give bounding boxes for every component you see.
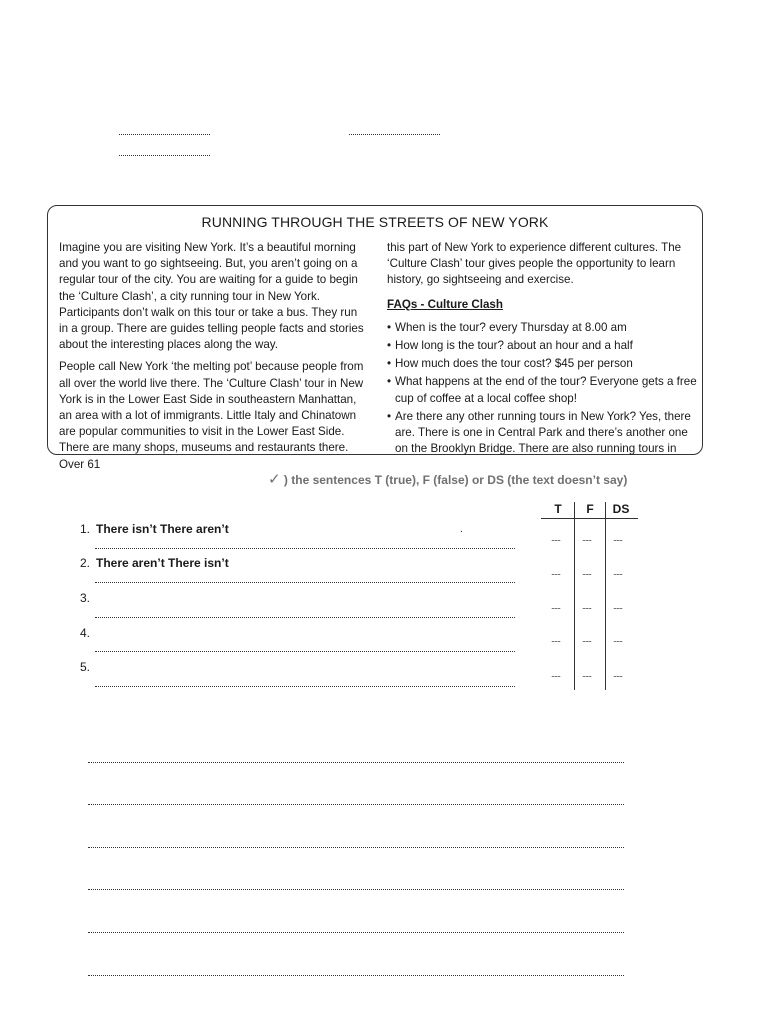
faq-item: • When is the tour? every Thursday at 8.00 am	[387, 320, 699, 336]
answer-line-3[interactable]	[95, 617, 515, 618]
answer-cell-4-t[interactable]: ......	[551, 634, 561, 644]
class-blank-line[interactable]	[349, 134, 440, 135]
faq-item: • What happens at the end of the tour? Everyone gets a free cup of coffee at a local coffee shop!	[387, 374, 699, 406]
question-text-1: There isn’t There aren’t	[96, 522, 229, 536]
answer-cell-4-ds[interactable]: ......	[613, 634, 623, 644]
passage-left-column	[59, 240, 364, 479]
answer-cell-5-ds[interactable]: ......	[613, 669, 623, 679]
answer-cell-2-t[interactable]: ......	[551, 567, 561, 577]
writing-line[interactable]	[88, 804, 624, 805]
question-number-1: 1.	[80, 522, 91, 536]
date-blank-line[interactable]	[119, 155, 210, 156]
question-text-2: There aren’t There isn’t	[96, 556, 229, 570]
faq-heading: FAQs - Culture Clash	[387, 297, 503, 311]
writing-line[interactable]	[88, 975, 624, 976]
reading-passage-box	[47, 205, 703, 471]
passage-paragraph-3: this part of New York to experience different cultures. The ‘Culture Clash’ tour gives people the opportunity to learn history, go sightseeing and exercise.	[387, 241, 682, 287]
answer-cell-5-t[interactable]: ......	[551, 669, 561, 679]
faq-item: • Are there any other running tours in New York? Yes, there are. There is one in Central Park and there’s another one on the Brooklyn Bridge. There are also running tours in	[387, 409, 699, 458]
passage-paragraph-2: People call New York ‘the melting pot’ because people from all over the world live there. The ‘Culture Clash’ tour in New York is in the Lower East Side in southeastern Manhattan, an area with a lot of immigrants. Little Italy and Chinatown are popular communities to visit in the Lower East Side. There are many shops, museums and restaurants there. Over 61	[59, 360, 364, 471]
writing-line[interactable]	[88, 762, 624, 763]
answer-cell-1-f[interactable]: ......	[582, 533, 592, 543]
question-number-5: 5.	[80, 660, 91, 674]
column-header-ds: DS	[612, 502, 630, 516]
exercise-instruction	[268, 470, 627, 488]
faq-list	[387, 320, 699, 458]
writing-line[interactable]	[88, 847, 624, 848]
passage-paragraph-1: Imagine you are visiting New York. It’s a beautiful morning and you want to go sightseeing. But, you aren’t going on a regular tour of the city. You are waiting for a guide to begin the ‘Culture Clash’, a city running tour in New York. Participants don’t walk on this tour or take a bus. They run in a group. There are guides telling people facts and stories about the interesting places along the way.	[59, 241, 364, 352]
column-header-t: T	[554, 502, 562, 516]
answer-cell-1-ds[interactable]: ......	[613, 533, 623, 543]
column-divider	[574, 502, 575, 690]
writing-line[interactable]	[88, 932, 624, 933]
question-number-4: 4.	[80, 626, 91, 640]
stray-mark: .	[460, 524, 463, 535]
writing-line[interactable]	[88, 889, 624, 890]
checkmark-icon: ✓	[268, 471, 281, 488]
instruction-text: ) the sentences T (true), F (false) or DS (the text doesn’t say)	[283, 473, 628, 487]
answer-cell-4-f[interactable]: ......	[582, 634, 592, 644]
column-divider	[605, 502, 606, 690]
answer-line-5[interactable]	[95, 686, 515, 687]
answer-cell-3-ds[interactable]: ......	[613, 601, 623, 611]
name-blank-line[interactable]	[119, 134, 210, 135]
answer-cell-1-t[interactable]: ......	[551, 533, 561, 543]
header-underline	[541, 518, 638, 519]
passage-title: RUNNING THROUGH THE STREETS OF NEW YORK	[201, 214, 549, 230]
column-header-f: F	[586, 502, 594, 516]
answer-line-4[interactable]	[95, 651, 515, 652]
answer-cell-3-f[interactable]: ......	[582, 601, 592, 611]
answer-cell-5-f[interactable]: ......	[582, 669, 592, 679]
faq-item: • How much does the tour cost? $45 per person	[387, 356, 699, 372]
answer-cell-2-ds[interactable]: ......	[613, 567, 623, 577]
answer-line-2[interactable]	[95, 582, 515, 583]
answer-line-1[interactable]	[95, 548, 515, 549]
question-number-2: 2.	[80, 556, 91, 570]
question-number-3: 3.	[80, 591, 91, 605]
answer-cell-2-f[interactable]: ......	[582, 567, 592, 577]
answer-cell-3-t[interactable]: ......	[551, 601, 561, 611]
passage-right-column	[387, 240, 699, 459]
faq-item: • How long is the tour? about an hour and a half	[387, 338, 699, 354]
